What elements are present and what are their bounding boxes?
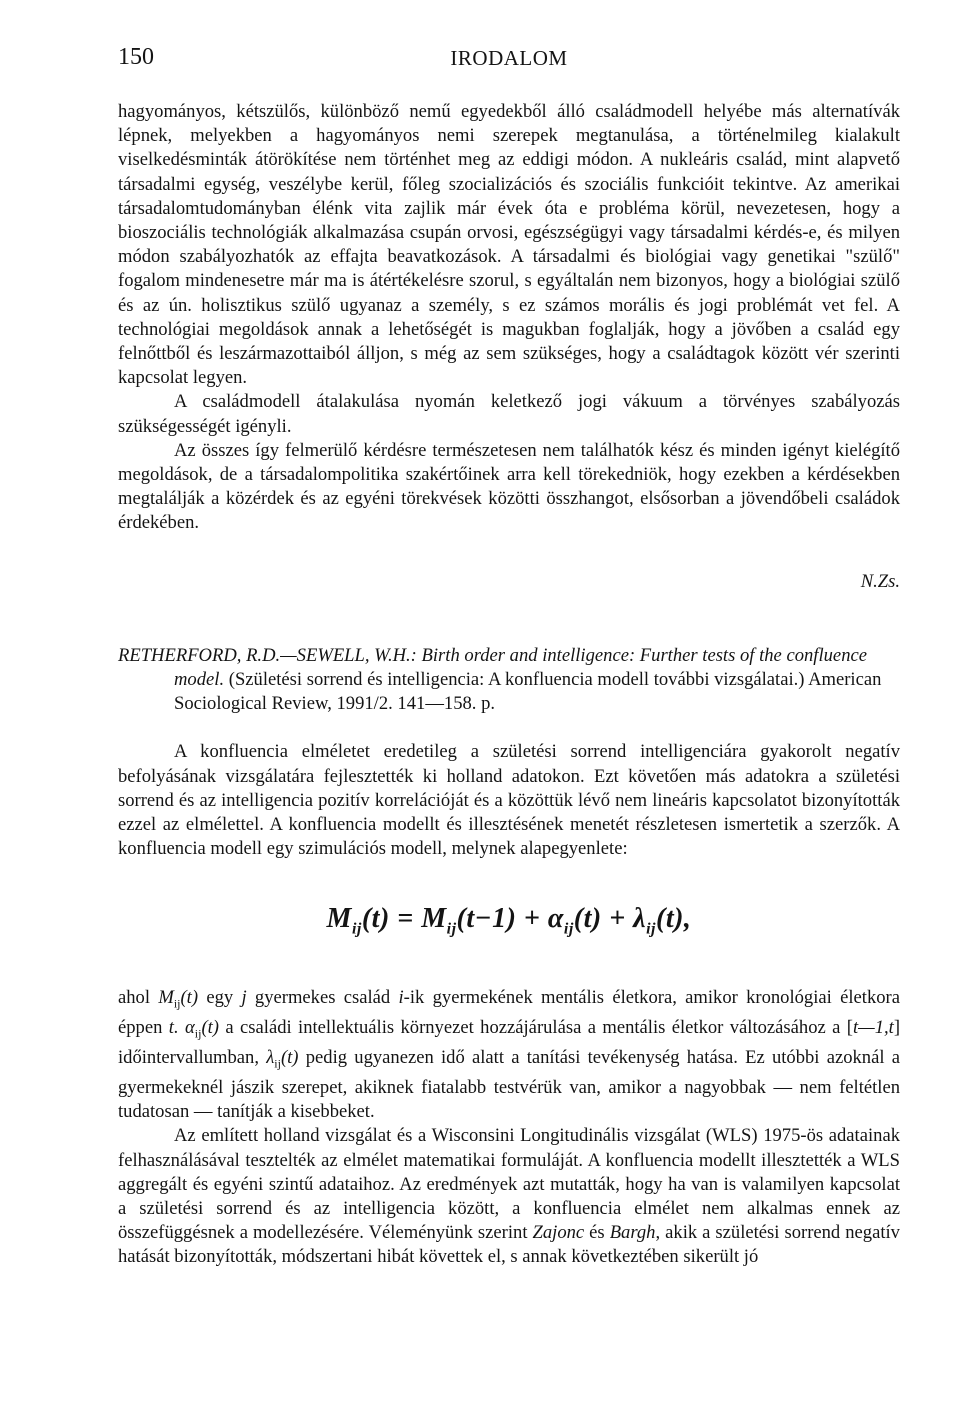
paragraph: Az összes így felmerülő kérdésre természetesen nem találhatók kész és minden igényt kielégítő megoldások, de a társadalompolitika szakértőinek arra kell törekedniök, hogy ezekben a kérdésekben megtalálják a közérdek és az egyéni törekvések közötti összhangot, elsősorban a jövendőbeli családok érdekében.: [118, 439, 900, 534]
body-text: [118, 100, 900, 1270]
citation-authors: RETHERFORD, R.D.—SEWELL, W.H.:: [118, 644, 417, 666]
author-signature: N.Zs.: [860, 570, 900, 592]
citation-title: Birth order and intelligence: Further tests of the confluence model.: [174, 644, 867, 691]
running-title: IRODALOM: [450, 46, 568, 70]
book-citation: [118, 644, 900, 717]
citation-details: (Születési sorrend és intelligencia: A konfluencia modell további vizsgálatai.) American Sociological Review, 1991/2. 141—158. p.: [174, 669, 882, 715]
paragraph: A családmodell átalakulása nyomán keletkező jogi vákuum a törvényes szabályozás szükségességét igényli.: [118, 391, 900, 437]
paragraph: Az említett holland vizsgálat és a Wisconsini Longitudinális vizsgálat (WLS) 1975-ös adatainak felhasználásával tesztelték az elmélet matematikai formuláját. A konfluencia modellt illesztették a WLS aggregált és egyéni szintű adataihoz. Az eredmények azt mutatták, hogy ha van is valamilyen kapcsolat a születési sorrend és az intelligencia között, a konfluencia elmélet nem alkalmas ennek az összefüggésnek a modellezésére. Véleményünk szerint Zajonc és Bargh, akik a születési sorrend negatív hatását bizonyították, módszertani hibát követtek el, s annak következtében sikerült jó: [118, 1125, 900, 1268]
page-number: 150: [118, 44, 154, 70]
paragraph: hagyományos, kétszülős, különböző nemű egyedekből álló családmodell helyébe más alternatívák lépnek, melyekben a hagyományos nemi szerepek megtanulása, a történelmileg kialakult viselkedésminták átörökítése nem történhet meg az eddigi módon. A nukleáris család, mint alapvető társadalmi egység, veszélybe kerül, főleg szocializációs és szociális funkcióit tekintve. Az amerikai társadalomtudományban élénk vita zajlik már évek óta e probléma körül, nevezetesen, hogy a bioszociális technológiák alkalmazása csupán orvosi, egészségügyi vagy társadalmi kérdés-e, és milyen módon szabályozhatók az effajta beavatkozások. A társadalmi és biológiai vagy genetikai "szülő" fogalom mindenesetre már ma is átértékelésre szorul, s egyáltalán nem bizonyos, hogy a biológiai szülő és az ún. holisztikus szülő ugyanaz a személy, s ez számos morális és jogi problémát vet fel. A technológiai megoldások annak a lehetőségét is magukban foglalják, hogy a jövőben a család egy felnőttből és leszármazottaiból álljon, s még az sem szükséges, hogy a családtagok között vér szerinti kapcsolat legyen.: [118, 101, 900, 389]
paragraph: A konfluencia elméletet eredetileg a születési sorrend intelligenciára gyakorolt negatív befolyásának vizsgálatára fejlesztették ki holland adatokon. Ezt követően más adatokra a születési sorrend és az intelligencia pozitív korrelációját és a közöttük lévő nem lineáris kapcsolatot bizonyították ezzel az elmélettel. A konfluencia modellt és illesztésének menetét részletesen ismertetik a szerzők. A konfluencia modell egy szimulációs modell, melynek alapegyenlete:: [118, 741, 900, 860]
equation-definitions: ahol $M_{ij}(t)$ egy j gyermekes család i-ik gyermekének mentális életkora, amikor kronológiai életkora éppen t. $\alpha_{ij}(t)$ a családi intellektuális környezet hozzájárulása a mentális életkor változásához a [t—1,t] időintervallumban, $\lambda_{ij}(t)$ pedig ugyanezen idő alatt a tanítási tevékenység hatása. Ez utóbbi azoknál a gyermekeknél jászik szerepet, akiknek fiatalabb testvérük van, amikor a nagyobbak — nem feltétlen tudatosan — tanítják a kisebbeket.: [118, 987, 901, 1123]
equation: $M_{ij}(t) = M_{ij}(t-1) + \alpha_{ij}(t) + \lambda_{ij}(t)$,: [326, 903, 692, 939]
page-header: [118, 44, 900, 78]
